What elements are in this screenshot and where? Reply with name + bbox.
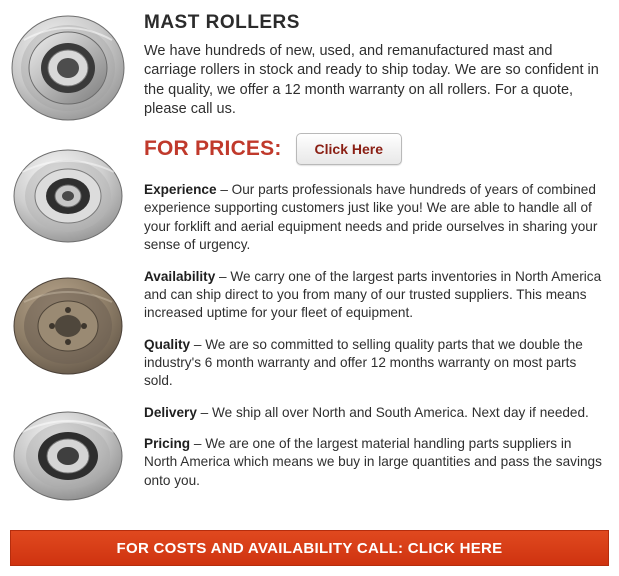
- product-image-column: [0, 0, 140, 526]
- footer-call-to-action-text: FOR COSTS AND AVAILABILITY CALL: CLICK HERE: [116, 539, 503, 557]
- mast-roller-deep-groove-bearing: [4, 136, 136, 258]
- feature-pricing-dash: –: [190, 435, 206, 451]
- feature-pricing-text: We are one of the largest material handling parts suppliers in North America which means we buy in large quantities and pass the savings onto you.: [144, 435, 602, 488]
- feature-delivery-heading: Delivery: [144, 404, 197, 420]
- feature-experience: [144, 181, 605, 254]
- feature-quality-text: We are so committed to selling quality parts that we double the industry's 6 month warranty and offer 12 months warranty on most parts sold.: [144, 336, 583, 389]
- prices-row: [144, 133, 605, 165]
- feature-availability: [144, 268, 605, 323]
- feature-availability-text: We carry one of the largest parts inventories in North America and can ship direct to you from many of our trusted suppliers. This means increased uptime for your fleet of equipment.: [144, 268, 602, 321]
- feature-pricing-heading: Pricing: [144, 435, 191, 451]
- feature-delivery-dash: –: [196, 404, 213, 420]
- mast-roller-flanged-bearing-svg: [6, 8, 134, 126]
- feature-delivery-text: We ship all over North and South America. Next day if needed.: [212, 404, 589, 420]
- feature-quality-heading: Quality: [144, 336, 191, 352]
- mast-roller-wide-steel-bearing-svg: [6, 398, 134, 516]
- intro-paragraph: We have hundreds of new, used, and remanufactured mast and carriage rollers in stock and ready to ship today. We are so confident in the quality, we offer a 12 month warranty on all rollers. For a quote, please call us.: [144, 43, 599, 117]
- feature-experience-text: Our parts professionals have hundreds of years of combined experience supporting customers just like you! We are able to handle all of your forklift and aerial equipment needs and pride ourselves in sharing your sense of urgency.: [144, 182, 598, 253]
- page-title: MAST ROLLERS: [144, 12, 300, 33]
- mast-roller-deep-groove-bearing-svg: [6, 138, 134, 256]
- feature-availability-heading: Availability: [144, 268, 216, 284]
- mast-roller-bronze-sheave: [4, 266, 136, 388]
- feature-quality-dash: –: [190, 336, 206, 352]
- feature-experience-heading: Experience: [144, 182, 217, 198]
- feature-quality: [144, 336, 605, 391]
- text-column: [140, 0, 619, 526]
- feature-availability-dash: –: [215, 268, 231, 284]
- feature-delivery: [144, 404, 605, 422]
- feature-pricing: [144, 435, 605, 490]
- mast-roller-wide-steel-bearing: [4, 396, 136, 518]
- for-prices-label: FOR PRICES:: [144, 137, 282, 161]
- mast-roller-bronze-sheave-svg: [6, 268, 134, 386]
- footer-call-to-action-banner[interactable]: [10, 530, 609, 566]
- mast-roller-flanged-bearing: [4, 6, 136, 128]
- click-here-button[interactable]: Click Here: [296, 133, 402, 165]
- feature-experience-dash: –: [216, 182, 232, 198]
